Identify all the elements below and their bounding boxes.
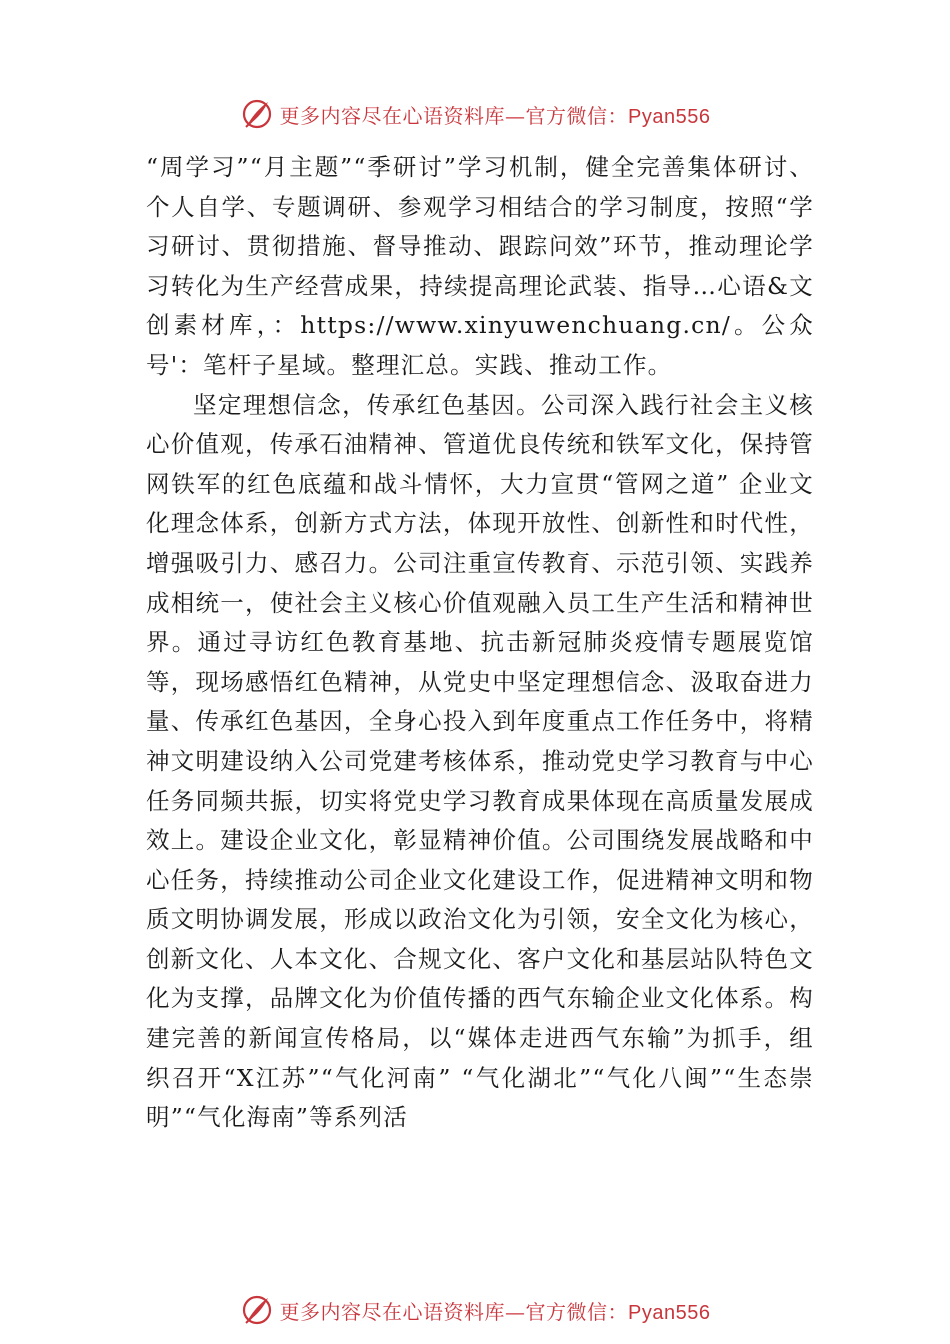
paragraph-2: 坚定理想信念，传承红色基因。公司深入践行社会主义核心价值观，传承石油精神、管道优良传统和铁军文化，保持管网铁军的红色底蕴和战斗情怀，大力宣贯“管网之道” 企业文化理念体系，创新方式方法，体现开放性、创新性和时代性，增强吸引力、感召力。公司注重宣传教育、示范引领、实践养成相统一，使社会主义核心价值观融入员工生产生活和精神世界。通过寻访红色教育基地、抗击新冠肺炎疫情专题展览馆等，现场感悟红色精神，从党史中坚定理想信念、汲取奋进力量、传承红色基因，全身心投入到年度重点工作任务中，将精神文明建设纳入公司党建考核体系，推动党史学习教育与中心任务同频共振，切实将党史学习教育成果体现在高质量发展成效上。建设企业文化，彰显精神价值。公司围绕发展战略和中心任务，持续推动公司企业文化建设工作，促进精神文明和物质文明协调发展，形成以政治文化为引领，安全文化为核心，创新文化、人本文化、合规文化、客户文化和基层站队特色文化为支撑，品牌文化为价值传播的西气东输企业文化体系。构建完善的新闻宣传格局，以“媒体走进西气东输”为抓手，组织召开“X江苏”“气化河南” “气化湖北”“气化八闽”“生态崇明”“气化海南”等系列活 [146, 390, 814, 1132]
quill-logo-icon [240, 1293, 274, 1327]
document-body [146, 148, 814, 1138]
watermark-text: 更多内容尽在心语资料库—官方微信：Pyan556 [279, 103, 711, 128]
footer-watermark [0, 1290, 950, 1330]
watermark-text: 更多内容尽在心语资料库—官方微信：Pyan556 [279, 1299, 711, 1324]
quill-logo-icon [240, 97, 274, 131]
paragraph-1: “周学习”“月主题”“季研讨”学习机制，健全完善集体研讨、个人自学、专题调研、参观学习相结合的学习制度，按照“学习研讨、贯彻措施、督导推动、跟踪问效”环节，推动理论学习转化为生产经营成果，持续提高理论武装、指导…心语&文创素材库，：https://www.xinyuwenchuang.cn/。公众号'：笔杆子星域。整理汇总。实践、推动工作。 [146, 153, 814, 379]
header-watermark [0, 94, 950, 134]
